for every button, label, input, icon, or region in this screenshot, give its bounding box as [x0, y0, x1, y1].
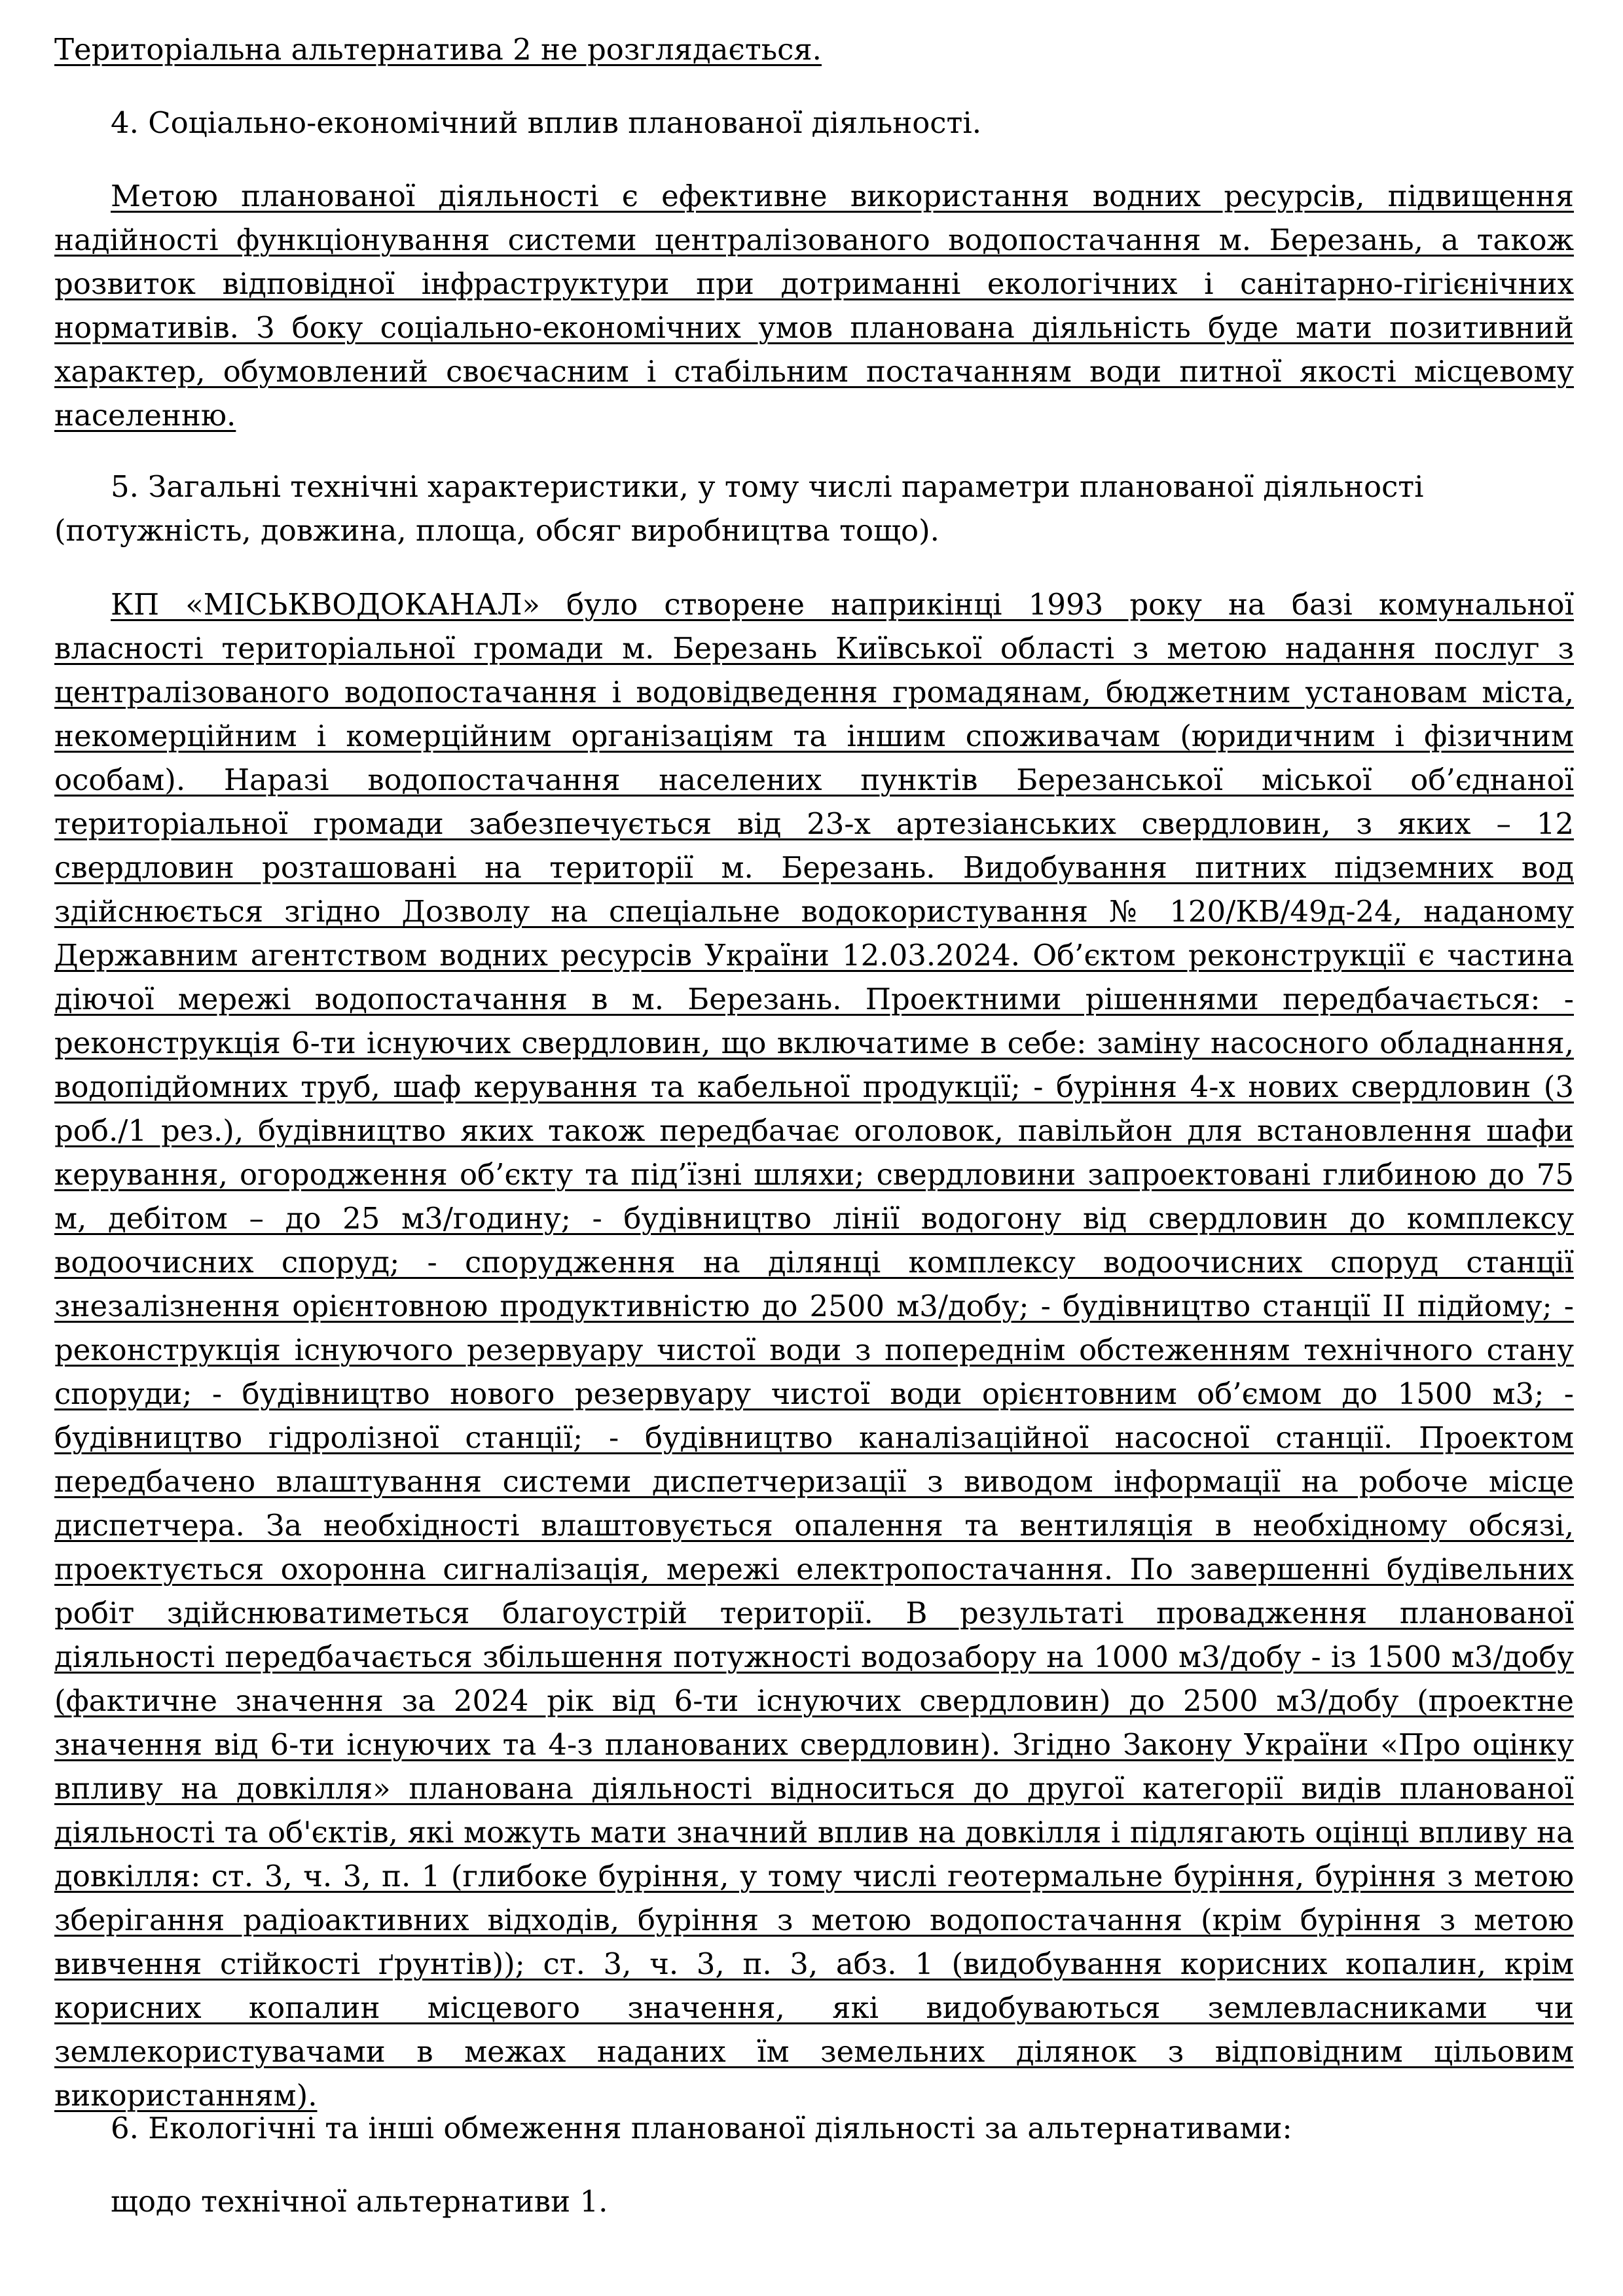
section-4-paragraph	[54, 174, 1574, 437]
territorial-alternative-text: Територіальна альтернатива 2 не розглядається.	[54, 32, 822, 67]
territorial-alternative-note	[54, 27, 1574, 71]
section-5-paragraph	[54, 583, 1574, 2117]
section-5-paragraph-text: КП «МІСЬКВОДОКАНАЛ» було створене наприкінці 1993 року на базі комунальної власності територіальної громади м. Березань Київської області з метою надання послуг з централізованого водопостачання і водовідведення громадянам, бюджетним установам міста, некомерційним і комерційним організаціям та іншим споживачам (юридичним і фізичним особам). Наразі водопостачання населених пунктів Березанської міської об’єднаної територіальної громади забезпечується від 23-х артезіанських свердловин, з яких – 12 свердловин розташовані на території м. Березань. Видобування питних підземних вод здійснюється згідно Дозволу на спеціальне водокористування № 120/КВ/49д-24, наданому Державним агентством водних ресурсів України 12.03.2024. Об’єктом реконструкції є частина діючої мережі водопостачання в м. Березань. Проектними рішеннями передбачається: - реконструкція 6-ти існуючих свердловин, що включатиме в себе: заміну насосного обладнання, водопідйомних труб, шаф керування та кабельної продукції; - буріння 4-х нових свердловин (3 роб./1 рез.), будівництво яких також передбачає оголовок, павільйон для встановлення шафи керування, огородження об’єкту та під’їзні шляхи; свердловини запроектовані глибиною до 75 м, дебітом – до 25 м3/годину; - будівництво лінії водогону від свердловин до комплексу водоочисних споруд; - спорудження на ділянці комплексу водоочисних споруд станції знезалізнення орієнтовною продуктивністю до 2500 м3/добу; - будівництво станції ІІ підйому; - реконструкція існуючого резервуару чистої води з попереднім обстеженням технічного стану споруди; - будівництво нового резервуару чистої води орієнтовним об’ємом до 1500 м3; - будівництво гідролізної станції; - будівництво каналізаційної насосної станції. Проектом передбачено влаштування системи диспетчеризації з виводом інформації на робоче місце диспетчера. За необхідності влаштовується опалення та вентиляція в необхідному обсязі, проектується охоронна сигналізація, мережі електропостачання. По завершенні будівельних робіт здійснюватиметься благоустрій території. В результаті провадження планованої діяльності передбачається збільшення потужності водозабору на 1000 м3/добу - із 1500 м3/добу (фактичне значення за 2024 рік від 6-ти існуючих свердловин) до 2500 м3/добу (проектне значення від 6-ти існуючих та 4-з планованих свердловин). Згідно Закону України «Про оцінку впливу на довкілля» планована діяльності відноситься до другої категорії видів планованої діяльності та об'єктів, які можуть мати значний вплив на довкілля і підлягають оцінці впливу на довкілля: ст. 3, ч. 3, п. 1 (глибоке буріння, у тому числі геотермальне буріння, буріння з метою зберігання радіоактивних відходів, буріння з метою водопостачання (крім буріння з метою вивчення стійкості ґрунтів)); ст. 3, ч. 3, п. 3, абз. 1 (видобування корисних копалин, крім корисних копалин місцевого значення, які видобуваються землевласниками чи землекористувачами в межах наданих їм земельних ділянок з відповідним цільовим використанням).	[54, 587, 1574, 2113]
section-5-heading: 5. Загальні технічні характеристики, у тому числі параметри планованої діяльності (потужність, довжина, площа, обсяг виробництва тощо).	[54, 469, 1424, 548]
section-4-heading: 4. Соціально-економічний вплив планованої діяльності.	[111, 105, 982, 140]
section-6-heading: 6. Екологічні та інші обмеження планованої діяльності за альтернативами:	[111, 2111, 1292, 2145]
technical-alternative-line: щодо технічної альтернативи 1.	[111, 2184, 608, 2219]
section-4-paragraph-text: Метою планованої діяльності є ефективне використання водних ресурсів, підвищення надійності функціонування системи централізованого водопостачання м. Березань, а також розвиток відповідної інфраструктури при дотриманні екологічних і санітарно-гігієнічних нормативів. З боку соціально-економічних умов планована діяльність буде мати позитивний характер, обумовлений своєчасним і стабільним постачанням води питної якості місцевому населенню.	[54, 179, 1574, 433]
